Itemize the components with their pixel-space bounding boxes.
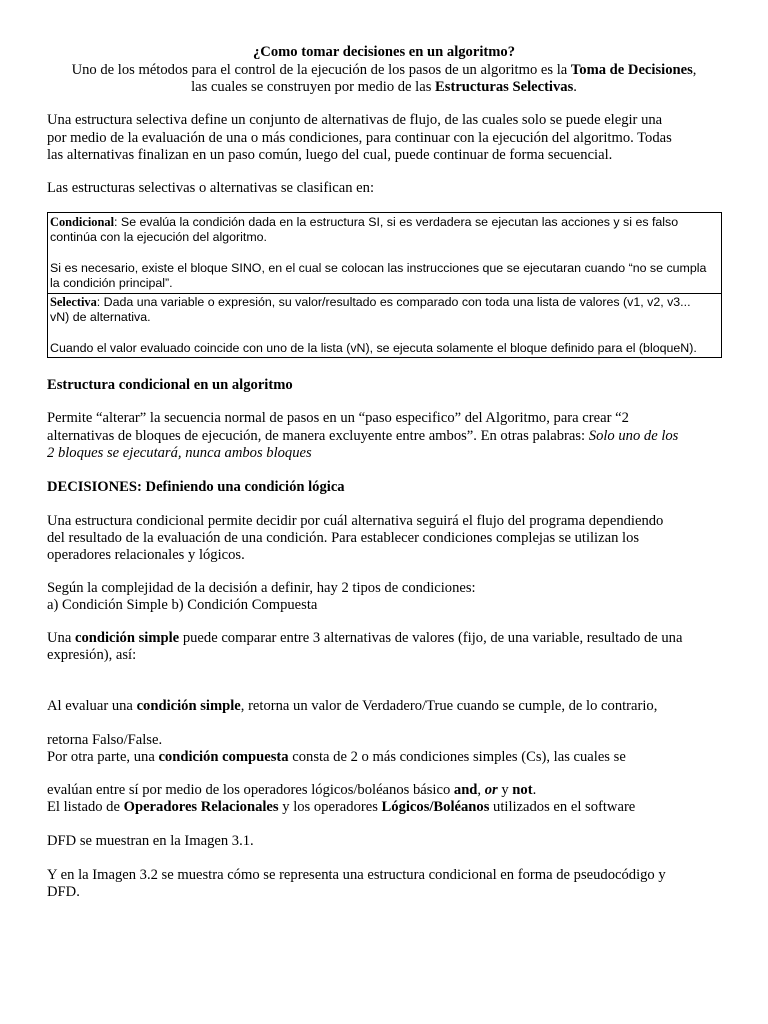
term-condicion-simple: condición simple (136, 698, 241, 714)
paragraph-text: Al evaluar una (47, 698, 137, 714)
paragraph-text: evalúan entre sí por medio de los operadores lógicos/boléanos básico (47, 782, 454, 798)
paragraph-text: . (532, 782, 537, 798)
operator-not: not (512, 782, 533, 798)
table-line: la condición principal”. (50, 276, 173, 290)
section-heading: Estructura condicional en un algoritmo (47, 377, 293, 393)
table-divider (48, 293, 721, 294)
paragraph-line: retorna Falso/False. (47, 732, 163, 748)
table-line: continúa con la ejecución del algoritmo. (50, 230, 267, 244)
intro-term-toma-de-decisiones: Toma de Decisiones (570, 62, 693, 78)
paragraph-line (47, 782, 536, 799)
paragraph-line: a) Condición Simple b) Condición Compuesta (47, 597, 318, 613)
emphasis-text: Solo uno de los (588, 428, 679, 444)
table-line: Cuando el valor evaluado coincide con uno de la lista (vN), se ejecuta solamente el bloque definido para el (bloqueN). (50, 341, 697, 355)
table-text: : Se evalúa la condición dada en la estructura SI, si es verdadera se ejecutan las acciones y si es falso (114, 215, 679, 229)
document-title: ¿Como tomar decisiones en un algoritmo? (253, 44, 515, 60)
section-heading: DECISIONES: Definiendo una condición lógica (47, 479, 345, 495)
term-condicion-simple: condición simple (74, 630, 180, 646)
paragraph-text: y los operadores (278, 799, 382, 815)
paragraph-line: expresión), así: (47, 647, 137, 663)
table-line (50, 295, 691, 310)
classification-table (47, 212, 722, 358)
paragraph-line: Una estructura selectiva define un conjunto de alternativas de flujo, de las cuales solo se puede elegir una (47, 112, 663, 128)
paragraph-line: del resultado de la evaluación de una condición. Para establecer condiciones complejas se utilizan los (47, 530, 640, 546)
intro-punct: , (692, 62, 697, 78)
paragraph-line (47, 428, 678, 445)
intro-punct: . (573, 79, 577, 95)
paragraph-text: Una (47, 630, 75, 646)
paragraph-text: y (497, 782, 513, 798)
table-line: vN) de alternativa. (50, 310, 151, 324)
intro-line-2 (0, 79, 768, 96)
paragraph-line (47, 749, 626, 766)
paragraph-text: alternativas de bloques de ejecución, de manera excluyente entre ambos”. En otras palabras: (47, 428, 589, 444)
paragraph-line: por medio de la evaluación de una o más condiciones, para continuar con la ejecución del algoritmo. Todas (47, 130, 672, 146)
paragraph-line (47, 799, 635, 816)
paragraph-text: El listado de (47, 799, 124, 815)
paragraph-line (47, 698, 657, 715)
paragraph-text: , retorna un valor de Verdadero/True cuando se cumple, de lo contrario, (240, 698, 658, 714)
paragraph-line: DFD se muestran en la Imagen 3.1. (47, 833, 254, 849)
paragraph-line: Según la complejidad de la decisión a definir, hay 2 tipos de condiciones: (47, 580, 476, 596)
paragraph-text: puede comparar entre 3 alternativas de valores (fijo, de una variable, resultado de una (179, 630, 683, 646)
operator-or: or (484, 782, 498, 798)
paragraph-line: Permite “alterar” la secuencia normal de pasos en un “paso especifico” del Algoritmo, para crear “2 (47, 410, 629, 426)
term-logicos-booleanos: Lógicos/Boléanos (381, 799, 490, 815)
paragraph-text: Por otra parte, una (47, 749, 159, 765)
term-selectiva: Selectiva (50, 295, 97, 309)
paragraph-text: utilizados en el software (489, 799, 636, 815)
intro-line-1 (0, 62, 768, 79)
operator-and: and (453, 782, 478, 798)
paragraph-line: Las estructuras selectivas o alternativas se clasifican en: (47, 180, 375, 196)
table-line (50, 215, 678, 230)
paragraph-line: operadores relacionales y lógicos. (47, 547, 245, 563)
intro-text: las cuales se construyen por medio de las (191, 79, 436, 95)
intro-text: Uno de los métodos para el control de la ejecución de los pasos de un algoritmo es la (71, 62, 571, 78)
table-line: Si es necesario, existe el bloque SINO, en el cual se colocan las instrucciones que se ejecutaran cuando “no se cumpla (50, 261, 707, 275)
paragraph-text: , (477, 782, 485, 798)
paragraph-line: DFD. (47, 884, 80, 900)
term-condicional: Condicional (50, 215, 115, 229)
paragraph-text: consta de 2 o más condiciones simples (Cs), las cuales se (288, 749, 626, 765)
paragraph-line: las alternativas finalizan en un paso común, luego del cual, puede continuar de forma secuencial. (47, 147, 613, 163)
table-text: : Dada una variable o expresión, su valor/resultado es comparado con toda una lista de valores (v1, v2, v3... (96, 295, 691, 309)
paragraph-line: Y en la Imagen 3.2 se muestra cómo se representa una estructura condicional en forma de pseudocódigo y (47, 867, 666, 883)
term-condicion-compuesta: condición compuesta (158, 749, 289, 765)
emphasis-line: 2 bloques se ejecutará, nunca ambos bloques (47, 445, 312, 461)
intro-term-estructuras-selectivas: Estructuras Selectivas (435, 79, 574, 95)
term-operadores-relacionales: Operadores Relacionales (123, 799, 279, 815)
paragraph-line (47, 630, 682, 647)
paragraph-line: Una estructura condicional permite decidir por cuál alternativa seguirá el flujo del programa dependiendo (47, 513, 664, 529)
